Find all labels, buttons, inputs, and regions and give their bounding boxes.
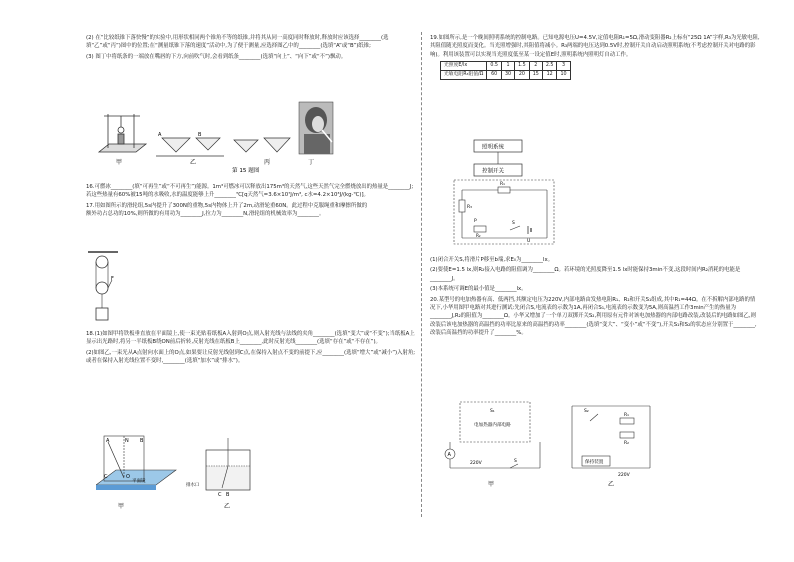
q19-part1: (1)闭合开关S,将滑片P移至b端,求E₀为________lx。 [430, 257, 554, 263]
figure-18 [96, 430, 346, 515]
q19-part2: (2)要使E=1.5 lx,则R₂接入电路的阻值调为________Ω。若环境的光照度降至1.5 lx时能保持3min不变,这段时间内R₂消耗的电能是________J。 [430, 267, 741, 282]
fig19-r2-label: R₂ [476, 233, 481, 238]
fig18-label-jia: 甲 [118, 503, 125, 510]
fig20-ammeter-label: A [447, 452, 451, 458]
fig20-r1-label: R₁ [624, 413, 629, 418]
column-divider [421, 32, 422, 517]
fig18-mark-a: A [106, 438, 110, 444]
fig18-drain-label: 排水口 [186, 483, 200, 488]
table-cell: 3 [557, 62, 570, 71]
figure-19-circuit [452, 138, 562, 246]
fig20-s2-label: S₂ [584, 409, 589, 414]
fig19-p-label: P [474, 219, 477, 224]
q19-text: 19.如图所示,是一个晚间照明系统的控制电路。已知电源电压U=4.5V,定值电阻R₁=5Ω,滑动变阻器R₂上标有“25Ω 1A”字样,R₃为光敏电阻,其阻值随光照度而变化。当光照增强时,其阻值将减小。R₃两端的电压达到0.5V时,控制开关自动启动照明系统(不考虑控制开关对电路的影响)。利用该装置可以实现当光照度低至某一设定值E时,照明系统内照明灯自动工作。 [430, 35, 760, 58]
fig20-voltage-jia: 220V [470, 461, 482, 466]
right-column [430, 34, 760, 80]
right-column-lower [430, 256, 760, 339]
table-cell: 2 [529, 62, 542, 71]
fig15-mark-a: A [158, 132, 162, 138]
fig20-s-label: S [514, 459, 517, 464]
fig15-caption: 第 15 题图 [232, 168, 260, 174]
table-cell: 20 [515, 71, 530, 80]
table-cell: 10 [557, 71, 570, 80]
fig15-jia-apparatus [99, 114, 146, 152]
left-column-lower [86, 183, 416, 221]
fig18-mark-c2: C [218, 492, 222, 498]
fig17-force-label: F [111, 276, 114, 282]
table-row [441, 62, 571, 71]
q15-part3: (3) 图丁中将纸条的一端放在嘴唇的下方,向前吹气时,会看到纸条________(选填“向上”、“向下”或“不”)飘动。 [86, 53, 347, 60]
figure-17-pulley [88, 250, 118, 328]
fig20-r2-label: R₂ [624, 441, 629, 446]
fig20-device-label: 保持装置 [585, 460, 604, 465]
fig20-heater-label: 电加热器内部电路 [474, 423, 511, 428]
q19-table [440, 61, 571, 80]
fig20-s1-label-jia: S₁ [490, 409, 495, 414]
fig18-mark-o: O [126, 474, 130, 480]
table-cell: 30 [501, 71, 514, 80]
fig18-mirror-label: 平面镜 [132, 479, 146, 484]
fig15-mark-b: B [198, 132, 202, 138]
fig20-label-yi: 乙 [608, 481, 615, 488]
fig15-label-yi: 乙 [190, 159, 197, 166]
table-cell: 1.5 [515, 62, 530, 71]
table-head-cell: 光照度E/lx [441, 62, 487, 71]
fig19-r1-label: R₁ [500, 182, 505, 187]
table-cell: 60 [487, 71, 502, 80]
fig15-yi-cones [156, 138, 224, 156]
q20-text: 20.某型号的电加热器有高、低两挡,其额定电压为220V,内部电路由发热电阻R₁、R₂和开关S₁组成,其中R₁=44Ω。在不拆解内部电路的情况下,小华用图甲电路对其进行测试:先闭合S,电流表的示数为1A,再闭合S₁,电流表的示数变为5A,则高温挡工作3min产生的热量为________J,R₂的阻值为________Ω。小华又增加了一个单刀双掷开关S₂,利用原有元件对该电加热器的内部电路改装,改装后的电路如图乙,则改装后该电加热器的高温挡的功率比原来的高温挡的功率________(选填“变大”、“变小”或“不变”),开关S₁和S₂的状态应分别置于________,改装后高温挡的功率提升了________%。 [430, 296, 757, 336]
fig19-u-label: U [527, 239, 531, 244]
fig20-voltage-yi: 220V [618, 473, 630, 478]
fig15-label-ding: 丁 [308, 159, 315, 166]
q17-wrapper [86, 202, 386, 219]
fig19-r3-label: R₃ [467, 205, 472, 210]
fig15-label-bing: 丙 [264, 159, 271, 166]
fig20-label-jia: 甲 [488, 481, 495, 488]
q16-text: 16.可燃冰________(填“可再生”或“不可再生”)能源。1m³可燃冰可以释放出175m³的天然气,这些天然气完全燃烧放出的热量是________J;若这些热量有60%被15吨的水吸收,水的温度能够上升________℃[q天然气=3.6×10⁷J/m³, c水=4.2×10³J/(kg·℃)]。 [86, 184, 414, 199]
fig19-s-label: S [512, 221, 515, 226]
left-column [86, 34, 416, 63]
table-head-cell: 光敏电阻R₃阻值/Ω [441, 71, 487, 80]
fig20-yi-circuit [572, 406, 650, 468]
table-cell: 0.5 [487, 62, 502, 71]
fig15-ding-photo [299, 102, 333, 154]
fig18-label-yi: 乙 [224, 503, 231, 510]
fig18-yi-tank [206, 438, 250, 490]
table-row [441, 71, 571, 80]
figure-20-circuits [440, 398, 670, 490]
q18-part1: 18.(1)如图甲将铁板垂直放在平面镜上,使一束光贴着纸板A入射到O点,则入射光线与法线的夹角________(选填“变大”或“不变”);当纸板A上显示出光路时,将另一半纸板B绕ON前后折转,反射光线在纸板B上________,此时反射光线________(选填“存在”或“不存在”)。 [86, 331, 415, 346]
left-column-q18 [86, 330, 416, 368]
table-cell: 1 [501, 62, 514, 71]
fig18-mark-n: N [125, 438, 129, 444]
fig18-mark-c: C [104, 474, 108, 480]
fig18-mark-b: B [140, 438, 144, 444]
fig18-mark-b2: B [226, 492, 230, 498]
q18-part2: (2)如图乙,一束光从A点射向水面上的O点,如果要让反射光线射到C点,在保持入射点不变的前提下,应________(选填“增大”或“减小”)入射角;或者在保持入射光线位置不变时,________(选填“加水”或“排水”)。 [86, 349, 416, 365]
q19-part3: (3)本系统可调E的最小值是________lx。 [430, 286, 527, 293]
table-cell: 15 [529, 71, 542, 80]
q15-part2: (2) 在“比较纸锥下落快慢”的实验中,用形状相同两个锥角不等的纸锥,并将其从同一高度同时释放时,释放时应该选择________(选填“乙”或“丙”)图中的位置;在“测量纸锥下落的速度”活动中,为了便于测量,应选择图乙中的________(选填“A”或“B”)纸锥; [86, 35, 389, 50]
table-cell: 2.5 [542, 62, 557, 71]
fig19-lighting-label: 照明系统 [482, 144, 505, 151]
fig19-control-label: 控制开关 [482, 168, 505, 175]
figure-15 [94, 92, 339, 174]
fig15-label-jia: 甲 [116, 159, 123, 166]
q17-text: 17.用如图所示的滑轮组,5s内提升了300N的重物,5s内物体上升了2m,动滑轮重60N。此过程中克服绳重和摩擦所做的额外功占总功的10%,则所做的有用功为________J,拉力为________N,滑轮组的机械效率为________。 [86, 202, 368, 218]
fig15-bing-cones [234, 138, 290, 152]
table-cell: 12 [542, 71, 557, 80]
